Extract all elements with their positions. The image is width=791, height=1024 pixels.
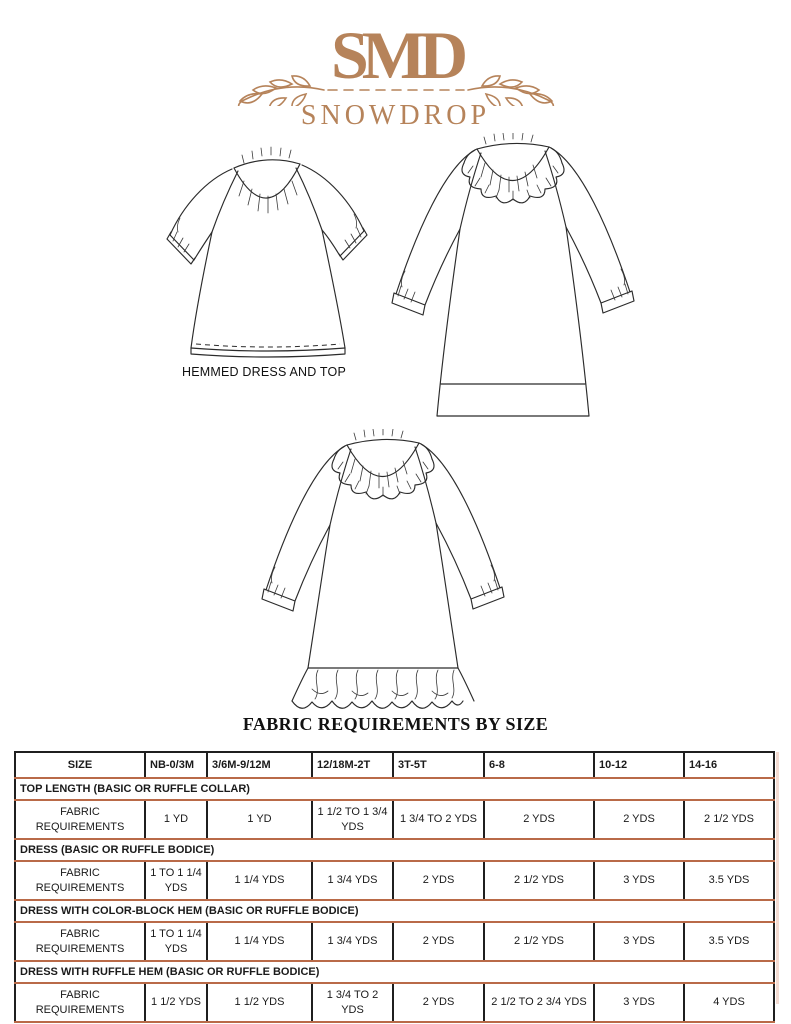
col-header: 14-16 — [684, 752, 774, 778]
cell: 1 3/4 TO 2 YDS — [312, 983, 393, 1022]
section-header: TOP LENGTH (BASIC OR RUFFLE COLLAR) — [15, 778, 774, 800]
table-right-accent — [776, 752, 779, 1004]
cell: 2 YDS — [484, 800, 594, 839]
cell: 2 1/2 TO 2 3/4 YDS — [484, 983, 594, 1022]
colorblock-dress-illustration — [365, 133, 660, 426]
table-row — [15, 922, 774, 961]
table-row — [15, 983, 774, 1022]
cell: 3.5 YDS — [684, 861, 774, 900]
cell: 3.5 YDS — [684, 922, 774, 961]
brand-name: SNOWDROP — [300, 100, 491, 131]
col-header: 6-8 — [484, 752, 594, 778]
monogram-text: SMD — [330, 17, 461, 93]
cell: 1 TO 1 1/4 YDS — [145, 861, 207, 900]
ruffle-collar — [462, 147, 564, 203]
col-header: 12/18M-2T — [312, 752, 393, 778]
cell: 1 3/4 TO 2 YDS — [393, 800, 484, 839]
table-header-row — [15, 752, 774, 778]
table-title: FABRIC REQUIREMENTS BY SIZE — [242, 714, 549, 734]
cell: 2 YDS — [594, 800, 684, 839]
cell: 1 1/2 TO 1 3/4 YDS — [312, 800, 393, 839]
cell: 3 YDS — [594, 983, 684, 1022]
cell: 2 1/2 YDS — [684, 800, 774, 839]
section-header: DRESS WITH COLOR-BLOCK HEM (BASIC OR RUFFLE BODICE) — [15, 900, 774, 922]
cell: 2 1/2 YDS — [484, 861, 594, 900]
table-row — [15, 800, 774, 839]
cell: 3 YDS — [594, 922, 684, 961]
cell: 2 1/2 YDS — [484, 922, 594, 961]
cell: 4 YDS — [684, 983, 774, 1022]
cell: 2 YDS — [393, 861, 484, 900]
cell: 3 YDS — [594, 861, 684, 900]
fabric-requirements-table — [14, 751, 776, 1023]
section-header-row — [15, 778, 774, 800]
col-header: 3T-5T — [393, 752, 484, 778]
ruffle-dress-illustration — [240, 429, 530, 713]
cell: 1 1/2 YDS — [207, 983, 312, 1022]
section-header-row — [15, 900, 774, 922]
cell: 1 TO 1 1/4 YDS — [145, 922, 207, 961]
ruffle-collar — [332, 443, 434, 499]
size-header: SIZE — [15, 752, 145, 778]
cell: 1 3/4 YDS — [312, 861, 393, 900]
cell: 1 YD — [207, 800, 312, 839]
row-label: FABRIC REQUIREMENTS — [15, 922, 145, 961]
cell: 1 3/4 YDS — [312, 922, 393, 961]
cell: 2 YDS — [393, 983, 484, 1022]
col-header: NB-0/3M — [145, 752, 207, 778]
col-header: 10-12 — [594, 752, 684, 778]
cell: 1 1/4 YDS — [207, 922, 312, 961]
hemmed-top-illustration — [150, 142, 378, 364]
section-header: DRESS (BASIC OR RUFFLE BODICE) — [15, 839, 774, 861]
row-label: FABRIC REQUIREMENTS — [15, 800, 145, 839]
cell: 1 YD — [145, 800, 207, 839]
row-label: FABRIC REQUIREMENTS — [15, 861, 145, 900]
section-header-row — [15, 961, 774, 983]
section-header-row — [15, 839, 774, 861]
ruffle-hem — [292, 668, 474, 708]
cell: 1 1/2 YDS — [145, 983, 207, 1022]
row-label: FABRIC REQUIREMENTS — [15, 983, 145, 1022]
cell: 2 YDS — [393, 922, 484, 961]
cell: 1 1/4 YDS — [207, 861, 312, 900]
smd-monogram-icon — [186, 14, 606, 106]
table-row — [15, 861, 774, 900]
brand-logo — [0, 14, 791, 111]
hemmed-top-caption: HEMMED DRESS AND TOP — [182, 365, 346, 379]
section-header: DRESS WITH RUFFLE HEM (BASIC OR RUFFLE BODICE) — [15, 961, 774, 983]
col-header: 3/6M-9/12M — [207, 752, 312, 778]
